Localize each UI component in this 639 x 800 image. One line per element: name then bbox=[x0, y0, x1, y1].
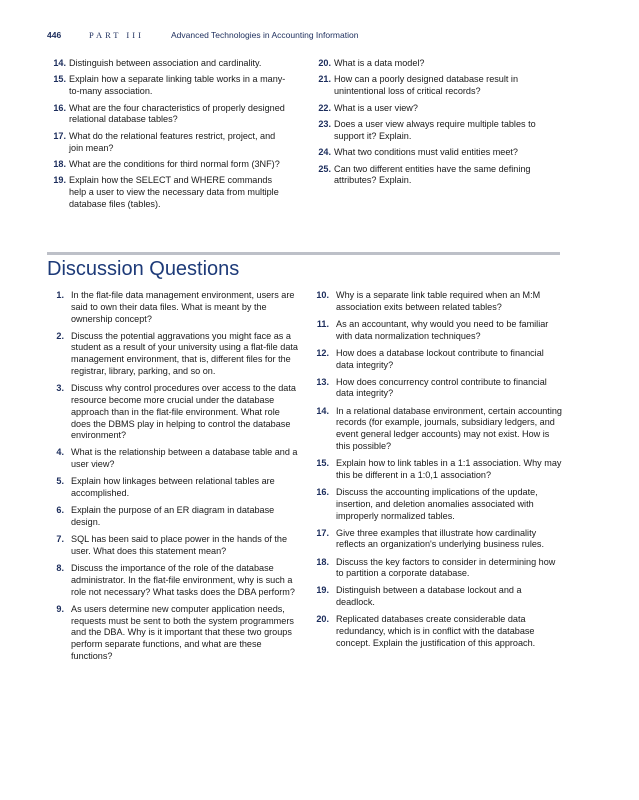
question-number: 9. bbox=[56, 603, 64, 614]
question-item bbox=[312, 119, 565, 143]
question-item bbox=[312, 377, 562, 401]
question-text: Give three examples that illustrate how cardinality reflects an organization's underlying business rules. bbox=[336, 527, 544, 550]
question-text: Discuss the importance of the role of the database administrator. In the flat-file environment, why is such a role not necessary? What tasks does the DBA perform? bbox=[71, 563, 295, 597]
question-text: Explain how linkages between relational tables are accomplished. bbox=[71, 476, 275, 499]
question-text: Distinguish between association and cardinality. bbox=[69, 58, 262, 68]
question-number: 2. bbox=[56, 330, 64, 341]
question-text: SQL has been said to place power in the hands of the user. What does this statement mean? bbox=[71, 534, 288, 556]
question-number: 1. bbox=[56, 290, 64, 300]
question-number: 5. bbox=[56, 476, 64, 487]
question-text: As an accountant, why would you need to be familiar with data normalization techniques? bbox=[336, 318, 549, 341]
question-text: As users determine new computer application needs, requests must be sent to both the system programmers and the DBA. Why is it important that these two groups perform separate functions, and what are these functions? bbox=[71, 603, 294, 661]
question-text: Why is a separate link table required when an M:M association exits between related tables? bbox=[336, 290, 541, 312]
question-text: What is the relationship between a database table and a user view? bbox=[71, 447, 298, 470]
section-divider bbox=[47, 252, 560, 255]
question-item bbox=[312, 319, 562, 343]
question-text: Explain the purpose of an ER diagram in database design. bbox=[71, 505, 275, 528]
question-item bbox=[47, 447, 299, 471]
question-item bbox=[312, 74, 565, 98]
question-item bbox=[312, 147, 565, 159]
question-item bbox=[47, 175, 287, 210]
question-number: 10. bbox=[316, 290, 329, 300]
question-item bbox=[47, 383, 299, 442]
question-item bbox=[312, 406, 562, 453]
question-text: Explain how to link tables in a 1:1 association. Why may this be different in a 1:0,1 association? bbox=[336, 458, 562, 480]
question-text: Discuss the potential aggravations you might face as a student as a result of your university using a flat-file data management environment, that is, different files for the registrar, library, parking, and so on. bbox=[71, 330, 298, 377]
question-item bbox=[47, 505, 299, 529]
question-number: 8. bbox=[56, 563, 64, 574]
question-number: 11. bbox=[316, 318, 329, 329]
question-text: Explain how the SELECT and WHERE commands help a user to view the necessary data from multiple database files (tables). bbox=[69, 175, 279, 209]
question-number: 3. bbox=[56, 383, 64, 394]
question-item bbox=[47, 290, 299, 325]
question-item bbox=[312, 557, 562, 581]
question-number: 18. bbox=[53, 158, 66, 169]
question-number: 25. bbox=[318, 163, 331, 174]
question-number: 15. bbox=[316, 458, 329, 469]
question-text: Distinguish between a database lockout and a deadlock. bbox=[336, 585, 522, 608]
question-item bbox=[47, 476, 299, 500]
question-item bbox=[312, 103, 565, 115]
question-item bbox=[312, 458, 562, 482]
part-label: PART III bbox=[89, 30, 144, 40]
question-item bbox=[47, 331, 299, 378]
question-number: 20. bbox=[318, 58, 331, 68]
question-number: 16. bbox=[53, 102, 66, 113]
question-item bbox=[312, 164, 565, 188]
question-number: 22. bbox=[318, 102, 331, 113]
question-number: 19. bbox=[316, 585, 329, 596]
question-number: 12. bbox=[316, 347, 329, 358]
question-text: Explain how a separate linking table works in a many-to-many association. bbox=[69, 74, 286, 97]
question-number: 24. bbox=[318, 147, 331, 158]
question-number: 16. bbox=[316, 486, 329, 497]
section-title: Discussion Questions bbox=[47, 258, 240, 280]
question-item bbox=[312, 528, 562, 552]
question-number: 20. bbox=[316, 614, 329, 625]
question-item bbox=[47, 563, 299, 598]
question-number: 15. bbox=[53, 74, 66, 85]
question-text: Discuss why control procedures over access to the data resource become more crucial under the database approach than in the flat-file environment. What role does the DBMS play in helping to control the database environment? bbox=[71, 383, 296, 441]
question-text: Discuss the accounting implications of the update, insertion, and deletion anomalies associated with improperly normalized tables. bbox=[336, 486, 538, 521]
question-text: What is a user view? bbox=[334, 102, 418, 113]
question-item bbox=[312, 614, 562, 649]
question-text: How can a poorly designed database result in unintentional loss of critical records? bbox=[334, 74, 519, 97]
discussion-questions-left bbox=[47, 290, 299, 668]
question-text: Replicated databases create considerable data redundancy, which is in conflict with the database concept. Explain the justification of this approach. bbox=[336, 614, 536, 648]
question-text: Does a user view always require multiple tables to support it? Explain. bbox=[334, 118, 536, 141]
question-item bbox=[312, 348, 562, 372]
question-text: What are the four characteristics of properly designed relational database tables? bbox=[69, 102, 285, 125]
question-item bbox=[312, 487, 562, 522]
question-text: What are the conditions for third normal form (3NF)? bbox=[69, 158, 280, 169]
question-number: 19. bbox=[53, 175, 66, 186]
question-item bbox=[47, 103, 287, 127]
question-item bbox=[312, 58, 565, 70]
question-text: How does concurrency control contribute to financial data integrity? bbox=[336, 376, 547, 399]
question-number: 4. bbox=[56, 447, 64, 458]
question-number: 17. bbox=[53, 130, 66, 141]
question-item bbox=[47, 159, 287, 171]
question-number: 13. bbox=[316, 376, 329, 387]
question-number: 17. bbox=[316, 527, 329, 538]
review-questions-right bbox=[312, 58, 565, 192]
discussion-questions-right bbox=[312, 290, 562, 655]
question-item bbox=[47, 534, 299, 558]
question-item bbox=[312, 585, 562, 609]
question-number: 23. bbox=[318, 118, 331, 129]
question-number: 18. bbox=[316, 556, 329, 567]
question-item bbox=[47, 58, 287, 70]
question-number: 14. bbox=[316, 405, 329, 416]
page-header bbox=[47, 30, 587, 44]
page-number: 446 bbox=[47, 30, 62, 40]
question-number: 7. bbox=[56, 534, 64, 545]
question-item bbox=[312, 290, 562, 314]
question-text: Can two different entities have the same defining attributes? Explain. bbox=[334, 163, 531, 186]
question-number: 21. bbox=[318, 74, 331, 85]
part-title: Advanced Technologies in Accounting Information bbox=[171, 30, 359, 40]
question-text: What two conditions must valid entities meet? bbox=[334, 147, 518, 158]
question-text: In the flat-file data management environment, users are said to own their data files. What is meant by the ownership concept? bbox=[71, 290, 295, 324]
question-text: Discuss the key factors to consider in determining how to partition a corporate database. bbox=[336, 556, 556, 579]
question-number: 6. bbox=[56, 505, 64, 516]
question-item bbox=[47, 131, 287, 155]
question-text: What is a data model? bbox=[334, 58, 425, 68]
question-item bbox=[47, 74, 287, 98]
question-number: 14. bbox=[53, 58, 66, 68]
question-text: What do the relational features restrict, project, and join mean? bbox=[69, 130, 276, 153]
review-questions-left bbox=[47, 58, 287, 215]
question-item bbox=[47, 604, 299, 663]
question-text: In a relational database environment, certain accounting records (for example, journals, subsidiary ledgers, and event general ledger accounts) may not exist. How is this possible? bbox=[336, 405, 562, 451]
question-text: How does a database lockout contribute to financial data integrity? bbox=[336, 347, 544, 370]
